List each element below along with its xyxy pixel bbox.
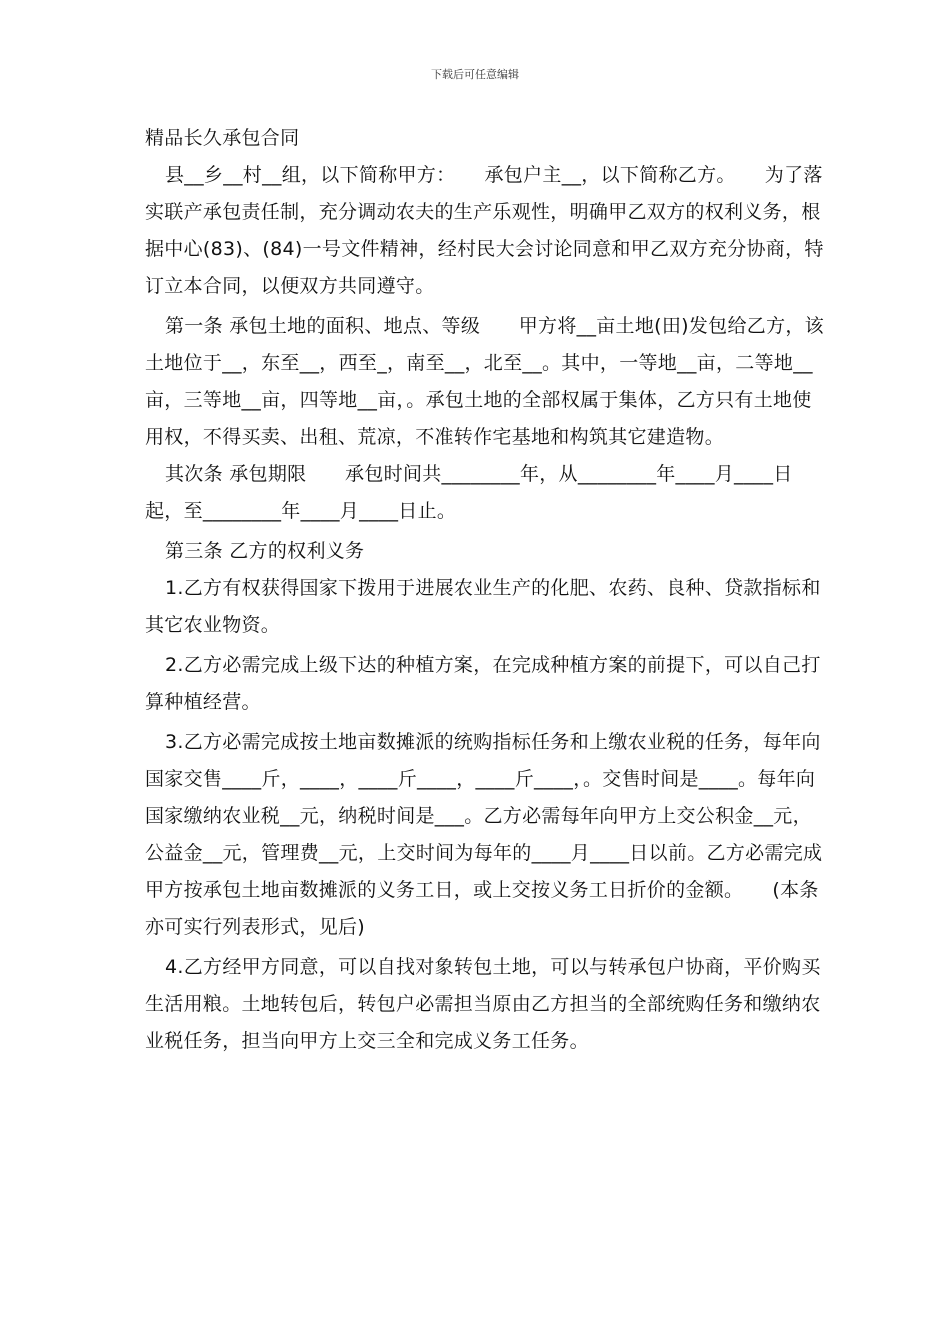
document-title: 精品长久承包合同 (145, 127, 300, 149)
paragraph-item-4: 4.乙方经甲方同意，可以自找对象转包土地，可以与转承包户协商，平价购买生活用粮。土地转包后，转包户必需担当原由乙方担当的全部统购任务和缴纳农业税任务，担当向甲方上交三全和完成义务工任务。 (145, 956, 821, 1052)
paragraph-item-3: 3.乙方必需完成按土地亩数摊派的统购指标任务和上缴农业税的任务，每年向国家交售____斤，____，____斤____，____斤____，。交售时间是____。每年向国家缴纳农业税__元，纳税时间是___。乙方必需每年向甲方上交公积金__元，公益金__元，管理费__元，上交时间为每年的____月____日以前。乙方必需完成甲方按承包土地亩数摊派的义务工日，或上交按义务工日折价的金额。 (本条亦可实行列表形式，见后) (145, 731, 823, 938)
paragraph-article-1: 第一条 承包土地的面积、地点、等级 甲方将__亩土地(田)发包给乙方，该土地位于__，东至__，西至_，南至__，北至__。其中，一等地__亩，二等地__亩，三等地__亩，四等地__亩，。承包土地的全部权属于集体，乙方只有土地使用权，不得买卖、出租、荒凉，不准转作宅基地和构筑其它建造物。 (145, 315, 824, 448)
page-header: 下载后可任意编辑 (431, 68, 519, 81)
paragraph-article-2: 其次条 承包期限 承包时间共________年，从________年____月____日起，至________年____月____日止。 (145, 463, 793, 522)
document-body (145, 120, 825, 1060)
paragraph-item-1: 1.乙方有权获得国家下拨用于进展农业生产的化肥、农药、良种、贷款指标和其它农业物资。 (145, 577, 821, 636)
paragraph-intro: 县__乡__村__组，以下简称甲方： 承包户主__，以下简称乙方。 为了落实联产承包责任制，充分调动农夫的生产乐观性，明确甲乙双方的权利义务，根据中心(83)、(84)一号文件精神，经村民大会讨论同意和甲乙双方充分协商，特订立本合同，以便双方共同遵守。 (145, 164, 824, 297)
paragraph-article-3-heading: 第三条 乙方的权利义务 (165, 540, 365, 562)
paragraph-item-2: 2.乙方必需完成上级下达的种植方案，在完成种植方案的前提下，可以自己打算种植经营。 (145, 654, 821, 713)
